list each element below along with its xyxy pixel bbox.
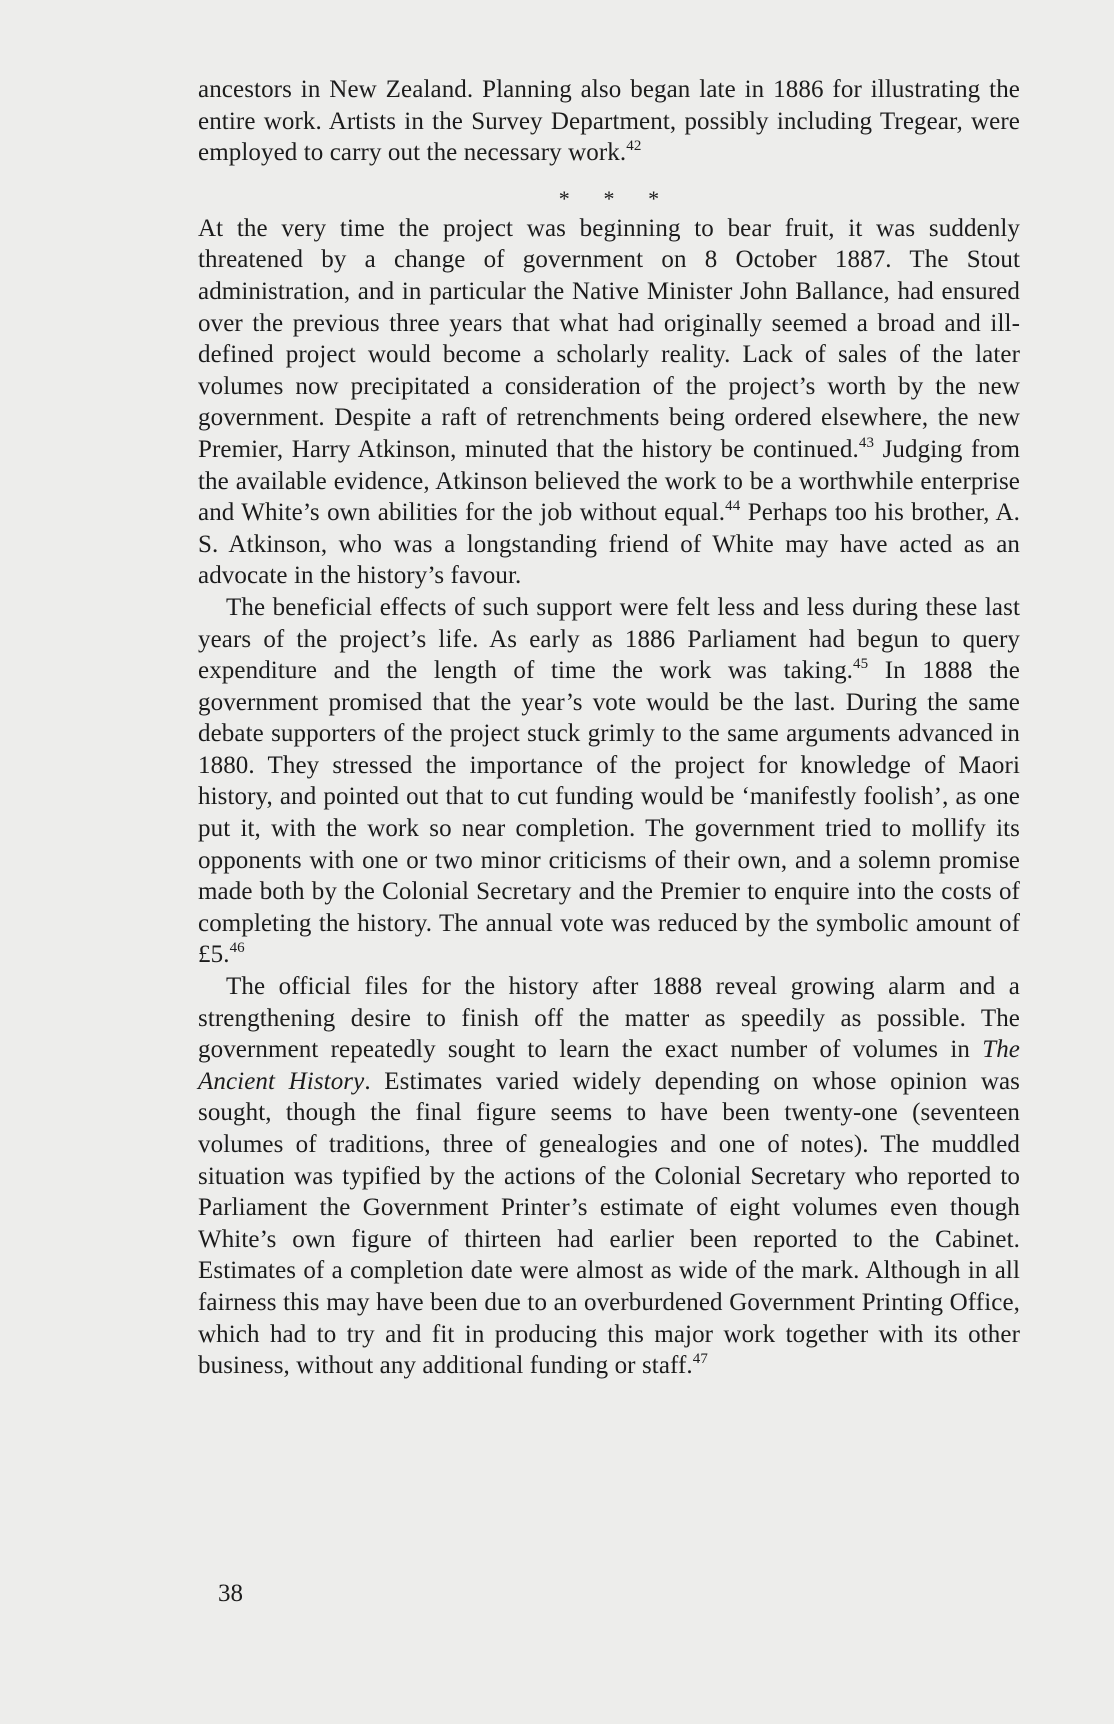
paragraph-text: Judging from the available evidence, Atkinson believed the work to be a worthwhile enterprise and White’s own abilities for the job without equal. [198, 435, 1021, 527]
paragraph-text: In 1888 the government promised that the year’s vote would be the last. During the same debate supporters of the project stuck grimly to the same arguments advanced in 1880. They stressed the importance of the project for knowledge of Maori history, and pointed out that to cut funding would be ‘manifestly foolish’, as one put it, with the work so near completion. The government tried to mollify its opponents with one or two minor criticisms of their own, and a solemn promise made both by the Colonial Secretary and the Premier to enquire into the costs of completing the history. The annual vote was reduced by the symbolic amount of £5. [198, 657, 1020, 969]
footnote-ref: 45 [853, 656, 869, 673]
paragraph-text: . Estimates varied widely depending on whose opinion was sought, though the final figure seems to have been twenty-one (seventeen volumes of traditions, three of genealogies and one of notes). The muddled situation was typified by the actions of the Colonial Secretary who reported to Parliament the Government Printer’s estimate of eight volumes even though White’s own figure of thirteen had earlier been reported to the Cabinet. Estimates of a completion date were almost as wide of the mark. Although in all fairness this may have been due to an overburdened Government Printing Office, which had to try and fit in producing this major work together with its other business, without any additional funding or staff. [198, 1067, 1020, 1380]
page-number: 38 [218, 1580, 243, 1607]
footnote-ref: 42 [626, 138, 642, 155]
paragraph [198, 213, 1020, 592]
paragraph-text: The official files for the history after 1888 reveal growing alarm and a strengthening desire to finish off the matter as speedily as possible. The government repeatedly sought to learn the exact number of volumes in [198, 973, 1020, 1064]
paragraph-text: The beneficial effects of such support were felt less and less during these last years of the project’s life. As early as 1886 Parliament had begun to query expenditure and the length of time the work was taking. [198, 593, 1020, 685]
section-separator: * * * [558, 185, 660, 211]
footnote-ref: 44 [725, 498, 741, 515]
footnote-ref: 43 [858, 434, 875, 451]
book-title: The Ancient History [198, 1036, 1020, 1095]
body-text [198, 74, 1020, 1382]
footnote-ref: 47 [692, 1351, 708, 1368]
paragraph [198, 592, 1020, 971]
footnote-ref: 46 [229, 940, 245, 957]
paragraph-text: ancestors in New Zealand. Planning also began late in 1886 for illustrating the entire work. Artists in the Survey Department, possibly including Tregear, were employed to carry out the necessary work. [198, 76, 1020, 167]
paragraph [198, 971, 1020, 1382]
paragraph-text: At the very time the project was beginning to bear fruit, it was suddenly threatened by a change of government on 8 October 1887. The Stout administration, and in particular the Native Minister John Ballance, had ensured over the previous three years that what had originally seemed a broad and ill-defined project would become a scholarly reality. Lack of sales of the later volumes now precipitated a consideration of the project’s worth by the new government. Despite a raft of retrenchments being ordered elsewhere, the new Premier, Harry Atkinson, minuted that the history be continued. [198, 214, 1020, 463]
paragraph-text: Perhaps too his brother, A. S. Atkinson, who was a longstanding friend of White may have acted as an advocate in the history’s favour. [198, 499, 1020, 590]
paragraph-continuation [198, 74, 1020, 169]
